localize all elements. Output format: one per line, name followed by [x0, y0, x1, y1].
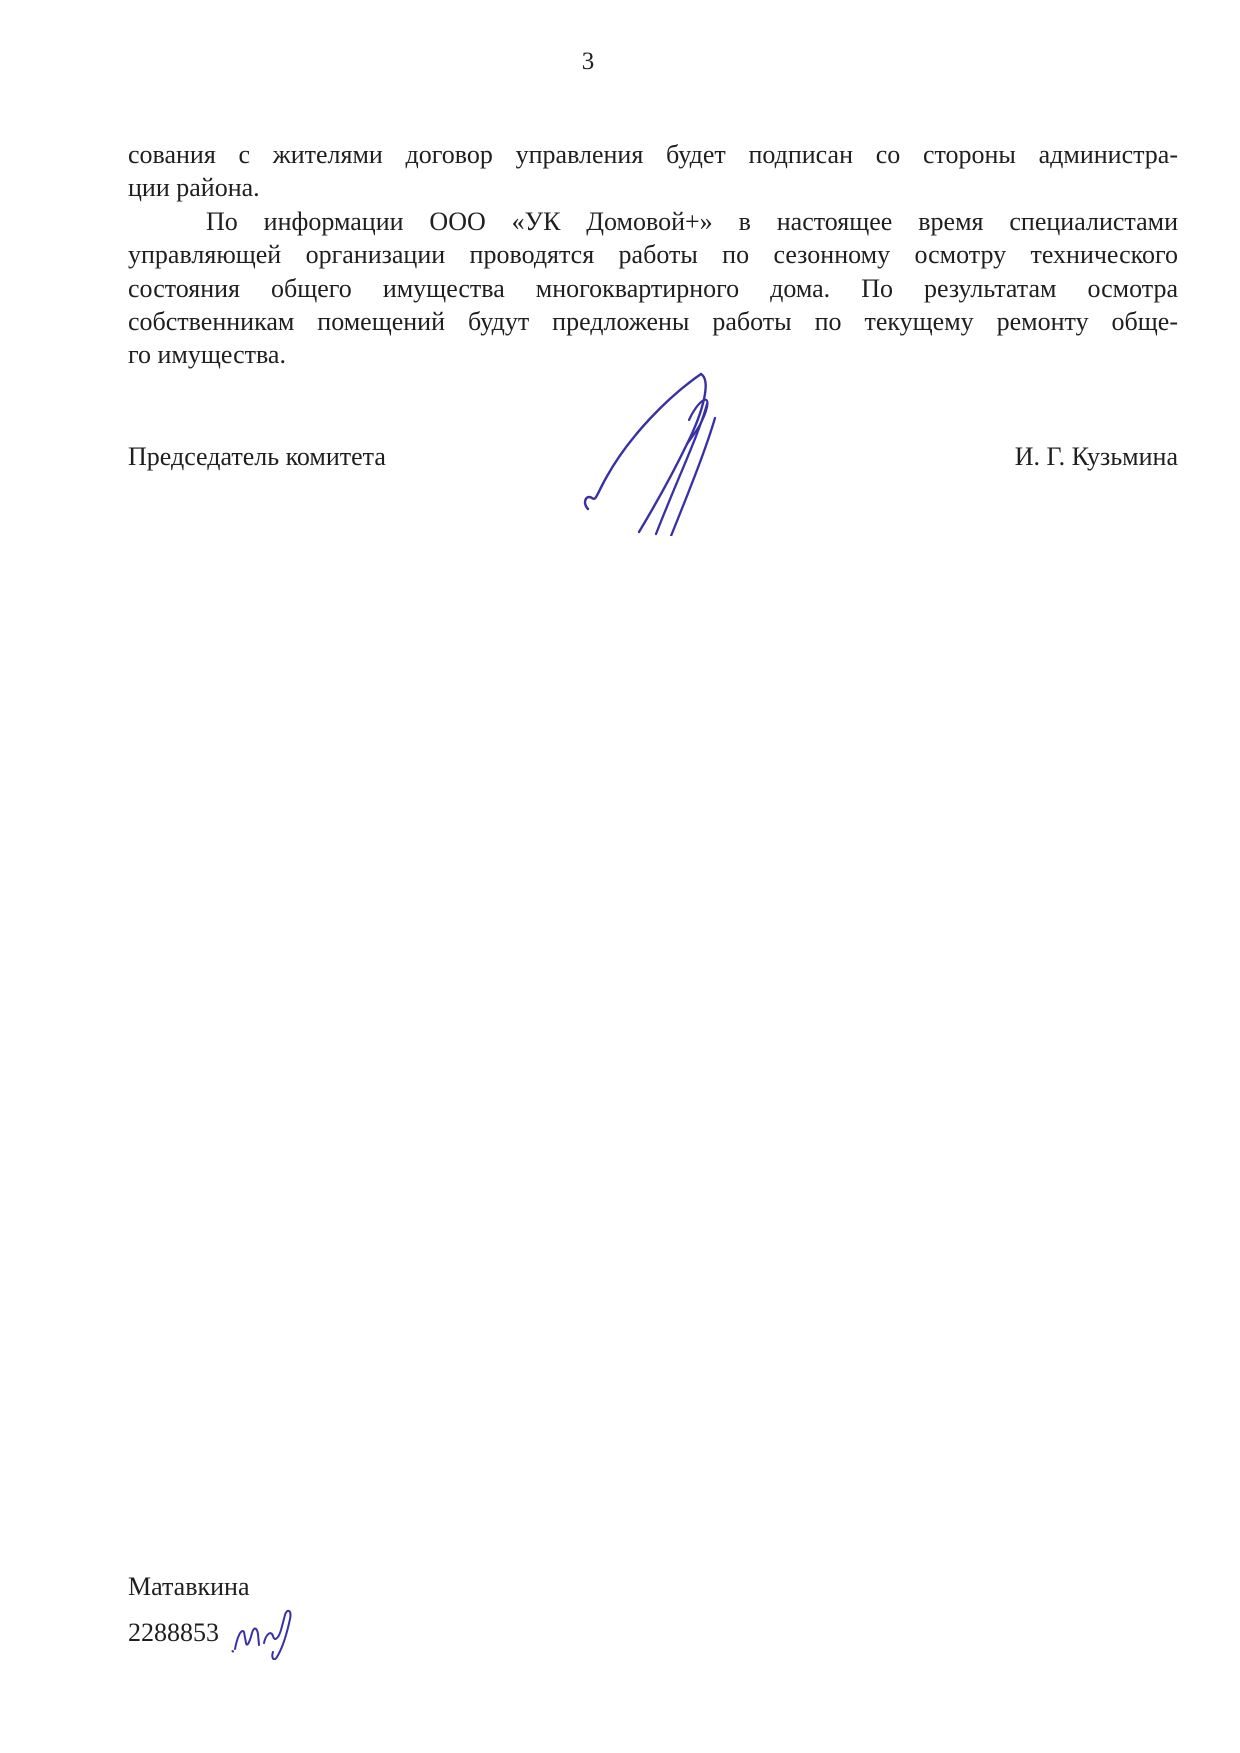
executor-phone-line	[128, 1604, 301, 1650]
text-line: управляющей организации проводятся работы по сезонному осмотру технического	[128, 240, 1178, 270]
text-line: По информации ООО «УК Домовой+» в настоящее время специалистами	[206, 206, 1178, 236]
text-line: го имущества.	[128, 340, 286, 370]
page-number: 3	[581, 48, 595, 75]
executor-phone: 2288853	[128, 1618, 219, 1647]
text-line: собственникам помещений будут предложены работы по текущему ремонту обще-	[128, 307, 1178, 337]
text-line: состояния общего имущества многоквартирного дома. По результатам осмотра	[128, 273, 1178, 303]
executor-name: Матавкина	[128, 1572, 250, 1601]
text-line: ции района.	[128, 173, 260, 203]
executor-block	[128, 1570, 301, 1650]
body-text	[128, 138, 1178, 372]
text-line: сования с жителями договор управления будет подписан со стороны администра-	[128, 140, 1178, 169]
signer-title: Председатель комитета	[128, 442, 386, 471]
signer-name: И. Г. Кузьмина	[1014, 442, 1178, 471]
handwritten-signature	[575, 366, 725, 536]
executor-initials-signature	[231, 1604, 301, 1660]
